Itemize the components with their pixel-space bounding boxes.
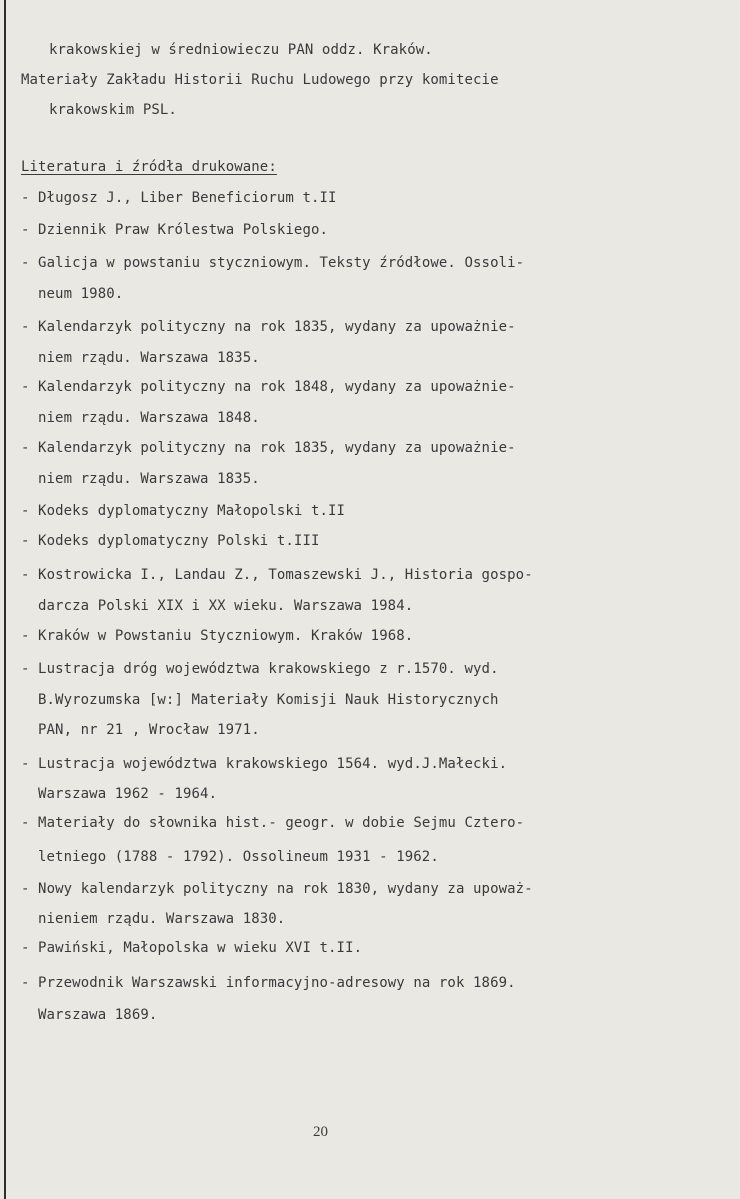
bibliography-entry-continuation: darcza Polski XIX i XX wieku. Warszawa 1984. bbox=[38, 598, 414, 614]
bibliography-entry-continuation: niem rządu. Warszawa 1835. bbox=[38, 350, 260, 366]
bibliography-entry: - Dziennik Praw Królestwa Polskiego. bbox=[21, 222, 329, 238]
bibliography-entry: - Przewodnik Warszawski informacyjno-adresowy na rok 1869. bbox=[21, 975, 516, 991]
bibliography-entry-continuation: Warszawa 1869. bbox=[38, 1007, 158, 1023]
page-number: 20 bbox=[313, 1124, 328, 1140]
bibliography-entry: - Kodeks dyplomatyczny Małopolski t.II bbox=[21, 503, 346, 519]
bibliography-entry: - Kraków w Powstaniu Styczniowym. Kraków 1968. bbox=[21, 628, 414, 644]
bibliography-entry-continuation: neum 1980. bbox=[38, 286, 124, 302]
bibliography-entry-continuation: niem rządu. Warszawa 1848. bbox=[38, 410, 260, 426]
bibliography-entry: - Kodeks dyplomatyczny Polski t.III bbox=[21, 533, 320, 549]
bibliography-entry-continuation: Warszawa 1962 - 1964. bbox=[38, 786, 218, 802]
bibliography-entry: - Nowy kalendarzyk polityczny na rok 1830, wydany za upoważ- bbox=[21, 881, 533, 897]
bibliography-entry: - Galicja w powstaniu styczniowym. Teksty źródłowe. Ossoli- bbox=[21, 255, 525, 271]
bibliography-entry: - Długosz J., Liber Beneficiorum t.II bbox=[21, 190, 337, 206]
bibliography-entry: - Kostrowicka I., Landau Z., Tomaszewski J., Historia gospo- bbox=[21, 567, 533, 583]
page-edge-line bbox=[4, 0, 6, 1199]
bibliography-entry: - Kalendarzyk polityczny na rok 1848, wydany za upoważnie- bbox=[21, 379, 516, 395]
bibliography-entry: - Lustracja dróg województwa krakowskiego z r.1570. wyd. bbox=[21, 661, 499, 677]
bibliography-entry: - Kalendarzyk polityczny na rok 1835, wydany za upoważnie- bbox=[21, 319, 516, 335]
bibliography-entry-continuation: letniego (1788 - 1792). Ossolineum 1931 - 1962. bbox=[38, 849, 439, 865]
bibliography-entry-continuation: B.Wyrozumska [w:] Materiały Komisji Nauk Historycznych bbox=[38, 692, 499, 708]
bibliography-entry: - Kalendarzyk polityczny na rok 1835, wydany za upoważnie- bbox=[21, 440, 516, 456]
intro-line: krakowskiej w średniowieczu PAN oddz. Kraków. bbox=[49, 42, 433, 58]
intro-line: Materiały Zakładu Historii Ruchu Ludowego przy komitecie bbox=[21, 72, 499, 88]
bibliography-entry: - Lustracja województwa krakowskiego 1564. wyd.J.Małecki. bbox=[21, 756, 508, 772]
section-heading: Literatura i źródła drukowane: bbox=[21, 159, 277, 175]
bibliography-entry: - Pawiński, Małopolska w wieku XVI t.II. bbox=[21, 940, 363, 956]
bibliography-entry-continuation: niem rządu. Warszawa 1835. bbox=[38, 471, 260, 487]
bibliography-entry-continuation: PAN, nr 21 , Wrocław 1971. bbox=[38, 722, 260, 738]
bibliography-entry: - Materiały do słownika hist.- geogr. w dobie Sejmu Cztero- bbox=[21, 815, 525, 831]
intro-line: krakowskim PSL. bbox=[49, 102, 177, 118]
bibliography-entry-continuation: nieniem rządu. Warszawa 1830. bbox=[38, 911, 286, 927]
